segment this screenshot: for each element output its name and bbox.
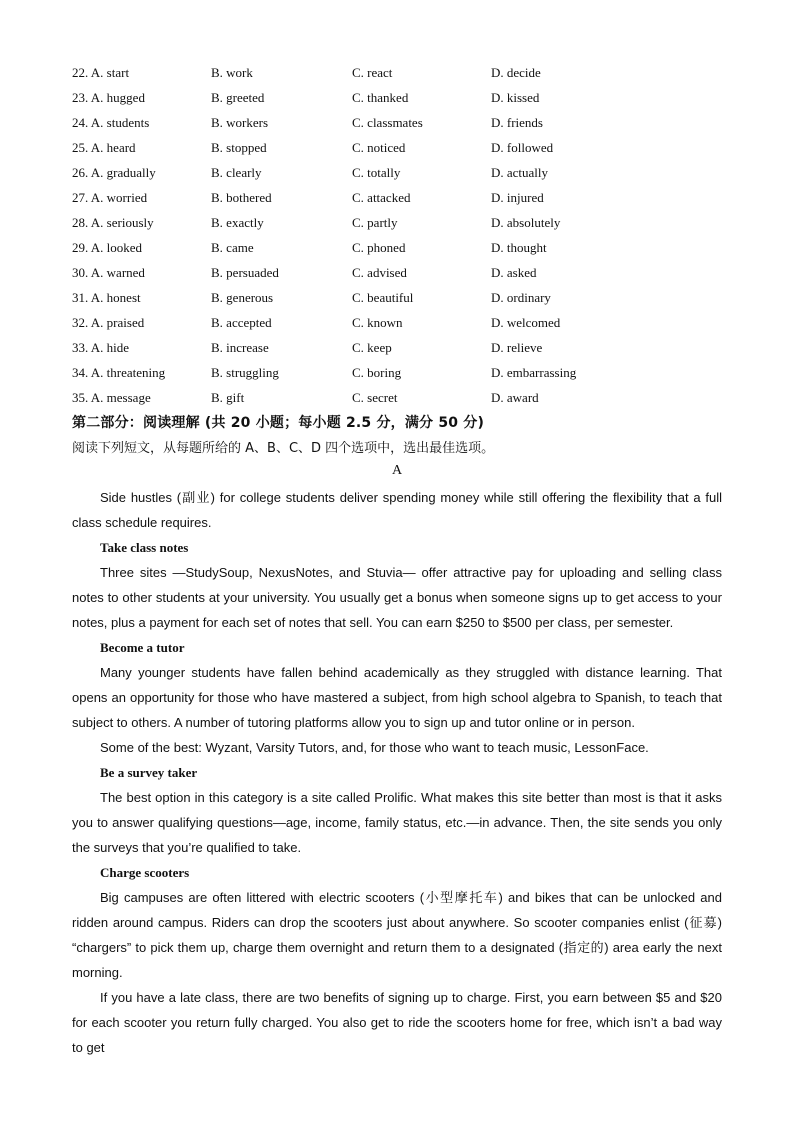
option-b: B. clearly (211, 165, 262, 180)
subheading-scooters: Charge scooters (100, 865, 190, 880)
option-a: 32. A. praised (72, 315, 145, 330)
option-c: C. totally (352, 165, 401, 180)
option-d: D. ordinary (491, 290, 551, 305)
question-row (72, 363, 732, 388)
option-c: C. phoned (352, 240, 406, 255)
paragraph-tutor: Many younger students have fallen behind academically as they struggled with distance learning. That opens an opportunity for those who have mastered a subject, from high school algebra to Spanish, to teach that subject to others. A number of tutoring platforms allow you to sign up and tutor online or in person. (72, 665, 722, 730)
option-c: C. advised (352, 265, 407, 280)
option-b: B. exactly (211, 215, 264, 230)
passage-letter: A (391, 463, 403, 478)
passage-intro: Side hustles (副业) for college students deliver spending money while still offering the flexibility that a full class schedule requires. (72, 490, 722, 530)
section-instruction: 阅读下列短文，从每题所给的 A、B、C、D 四个选项中，选出最佳选项。 (72, 441, 495, 456)
question-row (72, 338, 732, 363)
option-b: B. bothered (211, 190, 272, 205)
option-b: B. work (211, 65, 253, 80)
option-d: D. absolutely (491, 215, 561, 230)
option-d: D. relieve (491, 340, 543, 355)
option-a: 34. A. threatening (72, 365, 166, 380)
option-d: D. welcomed (491, 315, 561, 330)
option-a: 30. A. warned (72, 265, 145, 280)
question-row (72, 188, 732, 213)
option-b: B. stopped (211, 140, 267, 155)
option-a: 24. A. students (72, 115, 150, 130)
question-row (72, 288, 732, 313)
option-a: 28. A. seriously (72, 215, 154, 230)
option-d: D. award (491, 390, 539, 405)
option-d: D. friends (491, 115, 543, 130)
option-a: 23. A. hugged (72, 90, 145, 105)
option-d: D. kissed (491, 90, 540, 105)
option-d: D. embarrassing (491, 365, 577, 380)
paragraph-scooters: Big campuses are often littered with electric scooters (小型摩托车) and bikes that can be unlocked and ridden around campus. Riders can drop the scooters just about anywhere. So scooter companies enlist (征募) “chargers” to pick them up, charge them overnight and return them to a designated (指定的) area early the next morning. (72, 890, 722, 980)
option-b: B. generous (211, 290, 274, 305)
option-c: C. partly (352, 215, 398, 230)
option-a: 29. A. looked (72, 240, 143, 255)
question-row (72, 138, 732, 163)
question-row (72, 388, 732, 413)
question-row (72, 113, 732, 138)
paragraph-survey: The best option in this category is a site called Prolific. What makes this site better than most is that it asks you to answer qualifying questions—age, income, family status, etc.—in advance. Then, the site sends you only the surveys that you’re qualified to take. (72, 790, 722, 855)
option-b: B. persuaded (211, 265, 279, 280)
option-c: C. known (352, 315, 403, 330)
option-d: D. thought (491, 240, 547, 255)
option-c: C. boring (352, 365, 402, 380)
option-d: D. followed (491, 140, 554, 155)
subheading-survey: Be a survey taker (100, 765, 198, 780)
option-d: D. injured (491, 190, 544, 205)
option-d: D. actually (491, 165, 549, 180)
option-c: C. react (352, 65, 393, 80)
passage-body (72, 485, 722, 1060)
option-a: 27. A. worried (72, 190, 148, 205)
option-c: C. secret (352, 390, 398, 405)
option-c: C. keep (352, 340, 392, 355)
question-row (72, 163, 732, 188)
option-b: B. workers (211, 115, 269, 130)
option-d: D. decide (491, 65, 541, 80)
option-b: B. gift (211, 390, 245, 405)
cloze-options (72, 63, 732, 413)
option-c: C. beautiful (352, 290, 414, 305)
question-row (72, 313, 732, 338)
option-d: D. asked (491, 265, 537, 280)
section-title: 第二部分：阅读理解 (共 20 小题；每小题 2.5 分，满分 50 分) (72, 415, 485, 431)
question-row (72, 238, 732, 263)
option-b: B. struggling (211, 365, 279, 380)
option-b: B. greeted (211, 90, 265, 105)
question-row (72, 88, 732, 113)
subheading-tutor: Become a tutor (100, 640, 185, 655)
option-c: C. thanked (352, 90, 409, 105)
paragraph-scooter-benefits: If you have a late class, there are two benefits of signing up to charge. First, you earn between $5 and $20 for each scooter you return fully charged. You also get to ride the scooters home for free, which isn’t a bad way to get (72, 990, 722, 1055)
paragraph-tutor-platforms: Some of the best: Wyzant, Varsity Tutors, and, for those who want to teach music, LessonFace. (100, 740, 649, 755)
option-b: B. accepted (211, 315, 272, 330)
option-a: 35. A. message (72, 390, 151, 405)
question-row (72, 263, 732, 288)
question-row (72, 63, 732, 88)
option-c: C. attacked (352, 190, 411, 205)
paragraph-class-notes: Three sites —StudySoup, NexusNotes, and Stuvia— offer attractive pay for uploading and selling class notes to other students at your university. You usually get a bonus when someone signs up to get access to your notes, plus a payment for each set of notes that sell. You can earn $250 to $500 per class, per semester. (72, 565, 722, 630)
subheading-class-notes: Take class notes (100, 540, 189, 555)
option-a: 22. A. start (72, 65, 130, 80)
option-b: B. increase (211, 340, 269, 355)
option-c: C. classmates (352, 115, 423, 130)
option-b: B. came (211, 240, 254, 255)
question-row (72, 213, 732, 238)
option-a: 33. A. hide (72, 340, 130, 355)
option-a: 31. A. honest (72, 290, 141, 305)
option-a: 25. A. heard (72, 140, 136, 155)
option-a: 26. A. gradually (72, 165, 156, 180)
option-c: C. noticed (352, 140, 406, 155)
